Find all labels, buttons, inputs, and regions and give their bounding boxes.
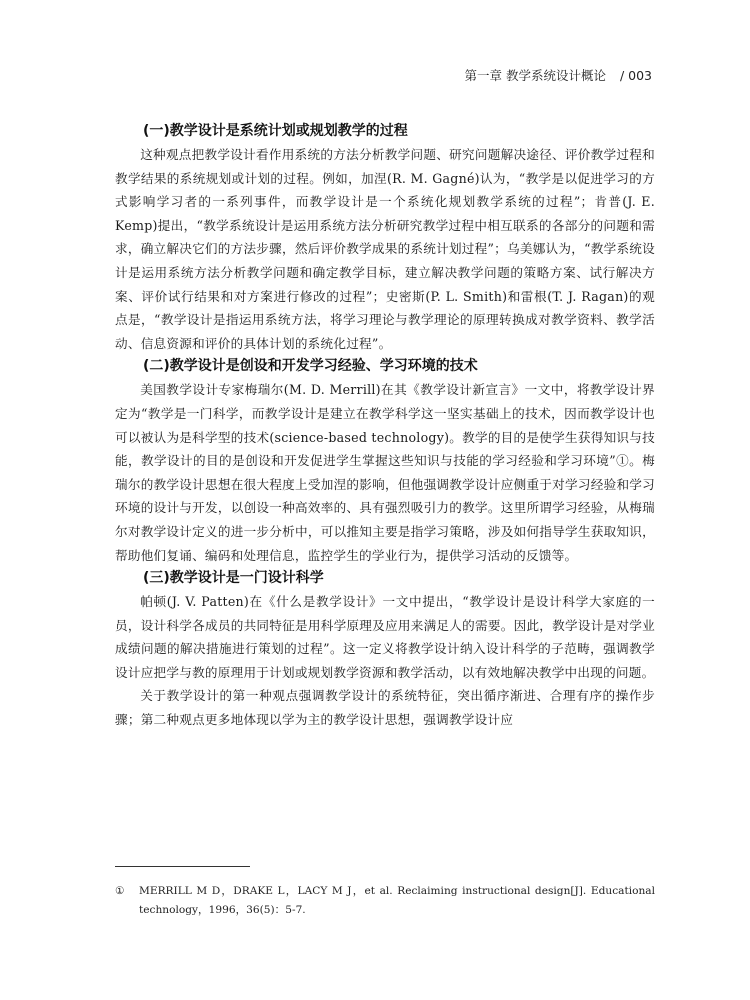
chapter-title: 第一章 教学系统设计概论 [464,68,606,83]
section-paragraph-3: 帕顿(J. V. Patten)在《什么是教学设计》一文中提出，“教学设计是设计科学大家庭的一员，设计科学各成员的共同特征是用科学原理及应用来满足人的需要。因此，教学设计是对学业成绩问题的解决措施进行策划的过程”。这一定义将教学设计纳入设计科学的子范畴，强调教学设计应把学与教的原理用于计划或规划教学资源和教学活动，以有效地解决教学中出现的问题。 [115,594,655,680]
section-heading-3: (三)教学设计是一门设计科学 [143,570,324,587]
footnote-marker: ① [115,885,125,897]
page-number: / 003 [619,68,652,83]
footnote [115,882,655,920]
section-paragraph-2: 美国教学设计专家梅瑞尔(M. D. Merrill)在其《教学设计新宣言》一文中，将教学设计界定为“教学是一门科学，而教学设计是建立在教学科学这一坚实基础上的技术，因而教学设计也可以被认为是科学型的技术(science-based technology)。教学的目的是使学生获得知识与技能，教学设计的目的是创设和开发促进学生掌握这些知识与技能的学习经验和学习环境”①。梅瑞尔的教学设计思想在很大程度上受加涅的影响，但他强调教学设计应侧重于对学习经验和学习环境的设计与开发，以创设一种高效率的、具有强烈吸引力的教学。这里所谓学习经验，从梅瑞尔对教学设计定义的进一步分析中，可以推知主要是指学习策略，涉及如何指导学生获取知识，帮助他们复诵、编码和处理信息，监控学生的学业行为，提供学习活动的反馈等。 [115,382,655,563]
closing-paragraph: 关于教学设计的第一种观点强调教学设计的系统特征，突出循序渐进、合理有序的操作步骤；第二种观点更多地体现以学为主的教学设计思想，强调教学设计应 [115,688,655,728]
running-head [464,66,652,84]
section-heading-1: (一)教学设计是系统计划或规划教学的过程 [143,123,408,139]
footnote-text: MERRILL M D，DRAKE L，LACY M J，et al. Reclaiming instructional design[J]. Educational technology，1996，36(5)：5-7. [139,885,655,916]
section-paragraph-1: 这种观点把教学设计看作用系统的方法分析教学问题、研究问题解决途径、评价教学过程和教学结果的系统规划或计划的过程。例如，加涅(R. M. Gagné)认为，“教学是以促进学习的方式影响学习者的一系列事件，而教学设计是一个系统化规划教学系统的过程”；肯普(J. E. Kemp)提出，“教学系统设计是运用系统方法分析研究教学过程中相互联系的各部分的问题和需求，确立解决它们的方法步骤，然后评价教学成果的系统计划过程”；乌美娜认为，“教学系统设计是运用系统方法分析教学问题和确定教学目标，建立解决教学问题的策略方案、试行解决方案、评价试行结果和对方案进行修改的过程”；史密斯(P. L. Smith)和雷根(T. J. Ragan)的观点是，“教学设计是指运用系统方法，将学习理论与教学理论的原理转换成对教学资料、教学活动、信息资源和评价的具体计划的系统化过程”。 [115,147,655,351]
section-heading-2: (二)教学设计是创设和开发学习经验、学习环境的技术 [143,358,478,375]
body-text [115,120,655,732]
footnote-divider [115,866,250,867]
